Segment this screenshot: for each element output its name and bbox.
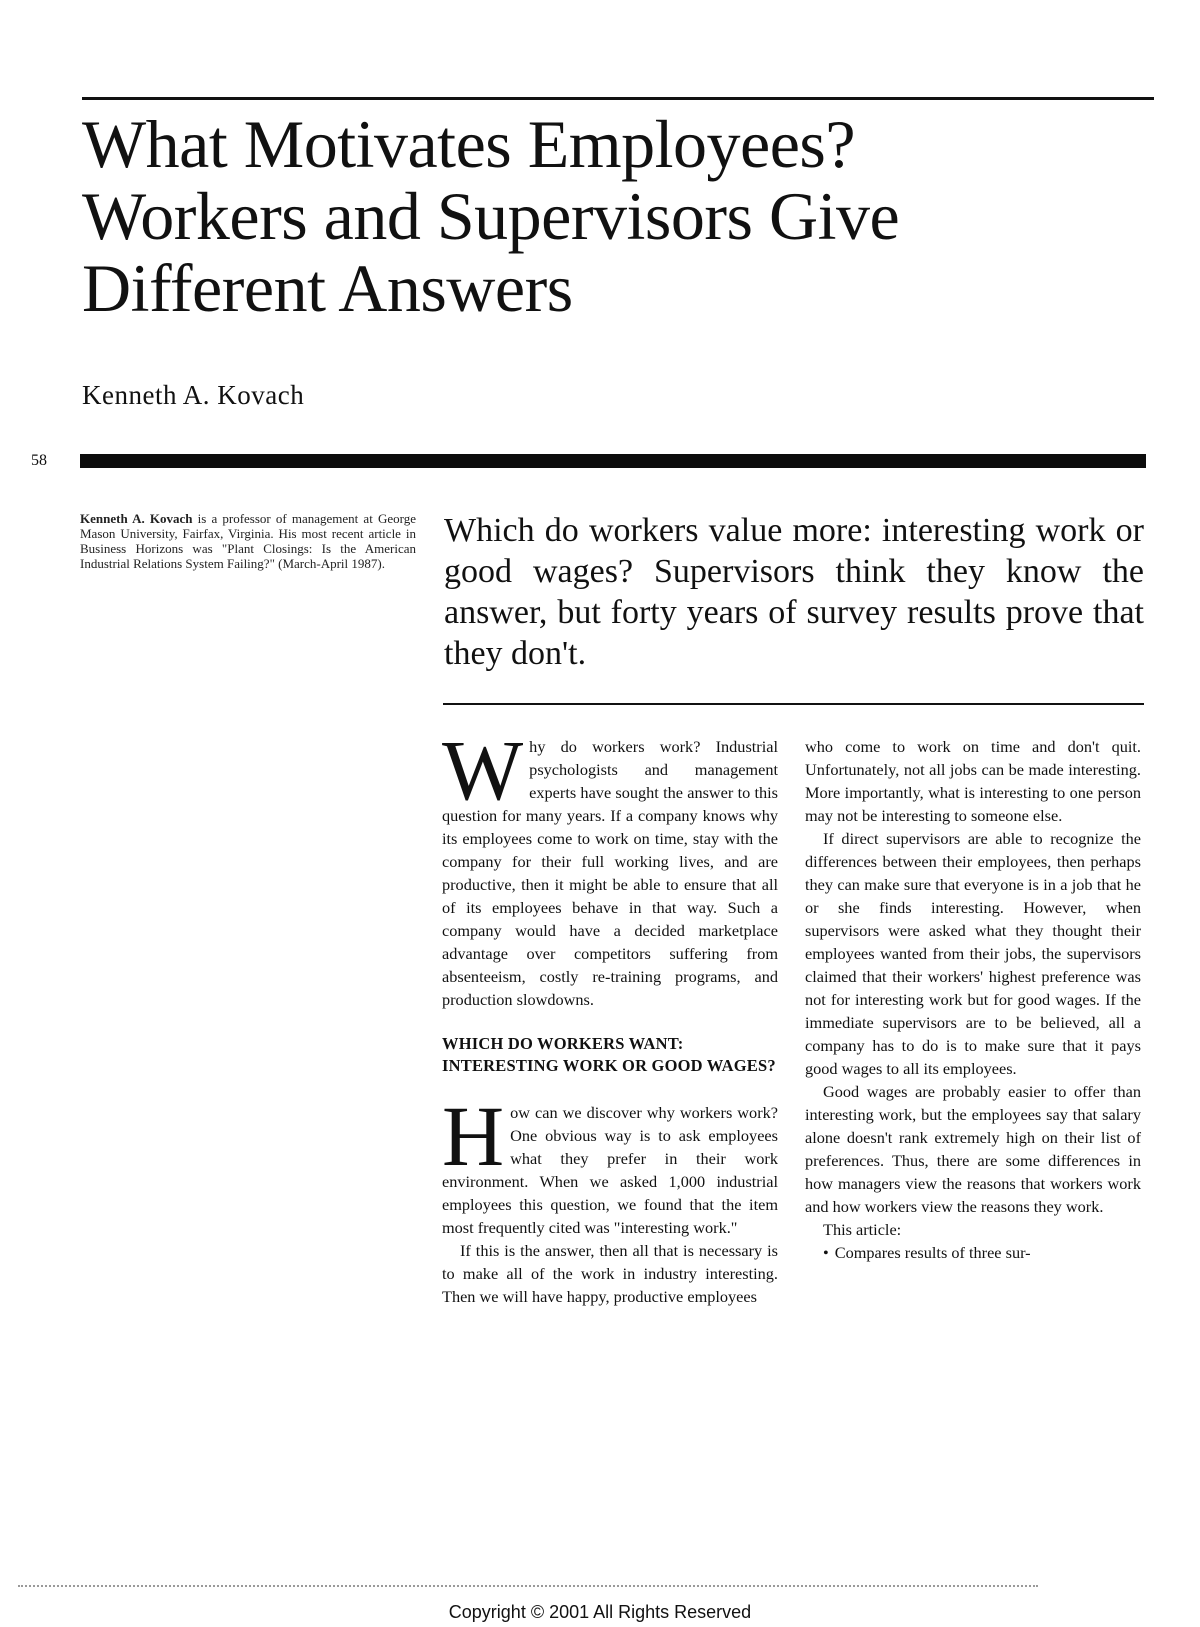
body-paragraph: This article: [823, 1220, 902, 1239]
section-divider-bar [80, 454, 1146, 468]
body-column-left [442, 722, 778, 1308]
section-text: ow can we discover why workers work? One obvious way is to ask employees what they prefer in their work environment. When we asked 1,000 industrial employees this question, we found that the item most frequently cited was "interesting work." [442, 1103, 778, 1237]
section-paragraph [442, 1088, 778, 1239]
bullet-text: Compares results of three sur- [834, 1243, 1031, 1262]
author-bio-text: is a professor of management at George Mason University, Fairfax, Virginia. His most recent article in Business Horizons was "Plant Closings: Is the American Industrial Relations System Failing?" (March-April 1987). [80, 511, 416, 571]
title-line: Different Answers [82, 250, 573, 326]
bullet-item [805, 1241, 1141, 1264]
intro-text: hy do workers work? Industrial psychologists and management experts have sought the answer to this question for many years. If a company knows why its employees come to work on time, stay with the company for their full working lives, and are productive, then it might be able to ensure that all of its employees behave in that way. Such a company would have a decided marketplace advantage over competitors suffering from absenteeism, costly re-training programs, and production slowdowns. [442, 737, 778, 1009]
title-line: What Motivates Employees? [82, 106, 856, 182]
article-deck: Which do workers value more: interesting work or good wages? Supervisors think they know the answer, but forty years of survey results prove that they don't. [444, 512, 1144, 672]
body-paragraph: If direct supervisors are able to recognize the differences between their employees, then perhaps they can make sure that everyone is in a job that he or she finds interesting. However, when supervisors were asked what they thought their employees wanted from their jobs, the supervisors claimed that their workers' highest preference was not for interesting work but for good wages. If the immediate supervisors are to be believed, all a company has to do is to make sure that it pays good wages to all its employees. [805, 829, 1141, 1078]
body-paragraph: who come to work on time and don't quit. Unfortunately, not all jobs can be made interesting. More importantly, what is interesting to one person may not be interesting to someone else. [805, 737, 1141, 825]
scan-edge-dots [18, 1585, 1038, 1587]
body-paragraph: If this is the answer, then all that is necessary is to make all of the work in industry interesting. Then we will have happy, productive employees [442, 1241, 778, 1306]
author-byline: Kenneth A. Kovach [82, 380, 305, 410]
deck-rule [443, 703, 1144, 705]
drop-cap: W [442, 722, 524, 818]
copyright-notice: Copyright © 2001 All Rights Reserved [448, 1602, 752, 1622]
intro-paragraph [442, 722, 778, 1011]
page-number: 58 [31, 452, 47, 469]
article-title [82, 108, 1162, 324]
title-line: Workers and Supervisors Give [82, 178, 900, 254]
drop-cap: H [442, 1088, 505, 1184]
body-paragraph: Good wages are probably easier to offer than interesting work, but the employees say that salary alone doesn't rank extremely high on their list of preferences. Thus, there are some differences in how managers view the reasons that workers work and how workers view the reasons they work. [805, 1082, 1141, 1216]
body-column-right [805, 735, 1141, 1264]
section-heading: WHICH DO WORKERS WANT: INTERESTING WORK OR GOOD WAGES? [442, 1034, 776, 1075]
bullet-icon: • [823, 1243, 829, 1262]
author-bio-name: Kenneth A. Kovach [80, 511, 193, 526]
top-rule [82, 97, 1154, 100]
author-bio [80, 511, 416, 571]
